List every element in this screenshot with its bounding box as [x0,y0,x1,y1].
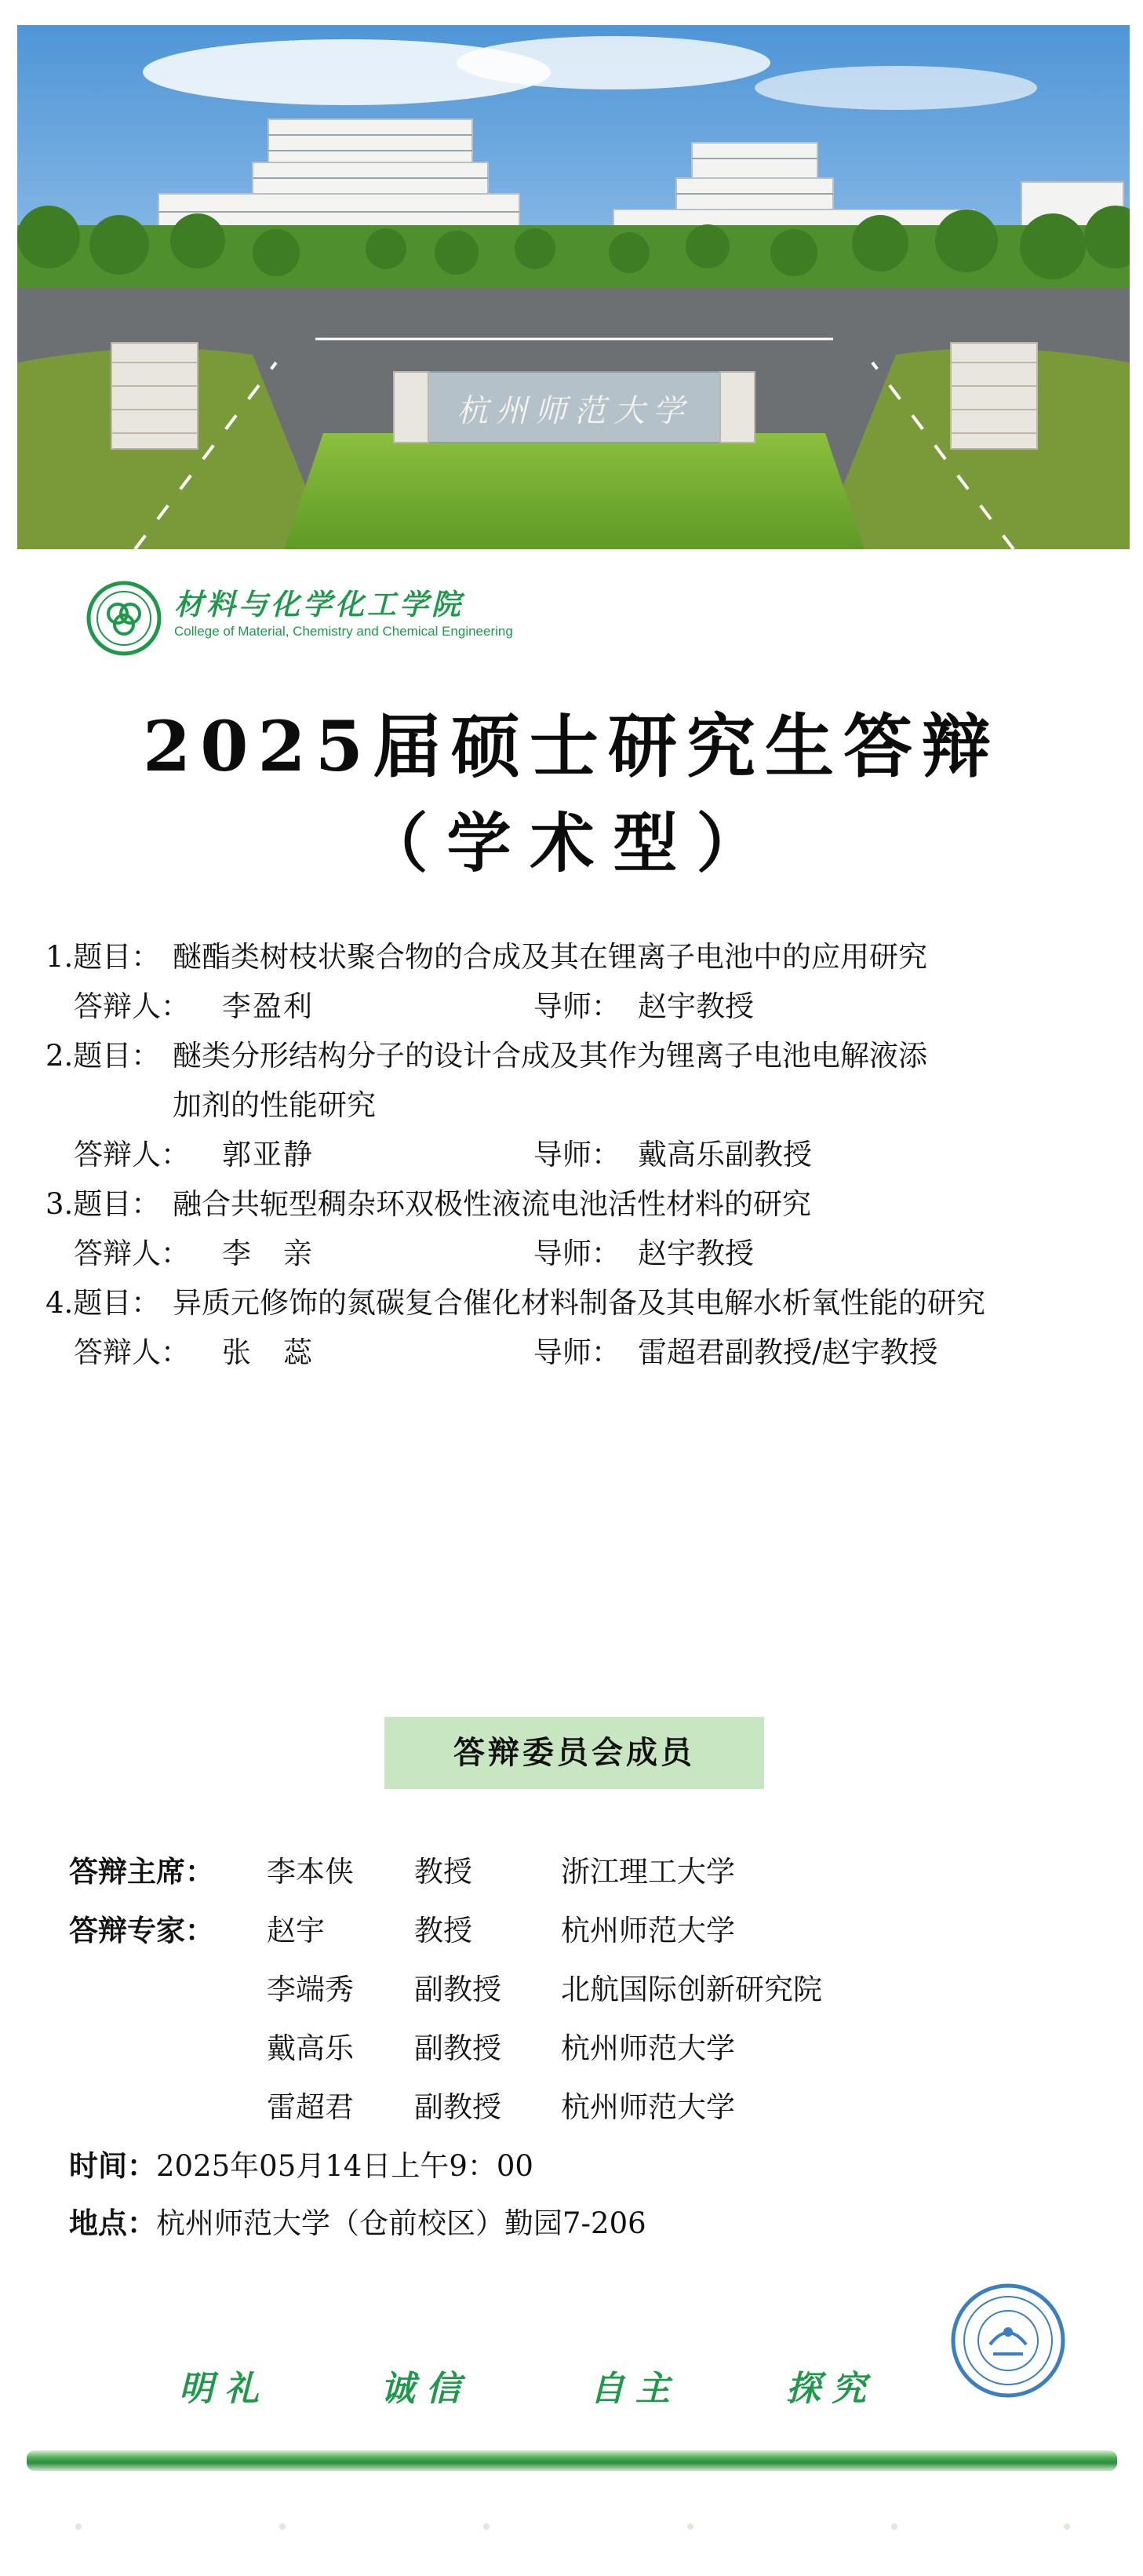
defender-label: 答辩人： [74,1237,190,1270]
thesis-title-row [46,1278,1112,1328]
member-unit: 杭州师范大学 [561,1914,735,1947]
member-unit: 北航国际创新研究院 [561,1973,822,2006]
footer-decoration [47,2519,1098,2534]
thesis-people-row [46,1328,1112,1377]
college-logo [86,581,513,659]
thesis-title-row [46,932,1112,982]
thesis-title-row [46,1179,1112,1229]
member-title: 教授 [414,1855,472,1889]
thesis-title-line-2: 加剂的性能研究 [173,1088,376,1122]
thesis-number: 3.题目： [46,1187,161,1221]
defense-time [69,2142,533,2184]
thesis-title: 醚类分形结构分子的设计合成及其作为锂离子电池电解液添 [173,1039,927,1073]
defender-name: 张 蕊 [222,1335,314,1369]
thesis-number: 1.题目： [46,940,161,974]
committee-member-row [69,1960,1089,2019]
thesis-title-continuation [46,1080,1112,1130]
defender-label: 答辩人： [74,1335,190,1369]
thesis-list [46,932,1112,1377]
advisor-name: 赵宇教授 [638,1237,754,1270]
footer-divider [27,2450,1117,2471]
defender-name: 李 亲 [222,1237,314,1270]
thesis-number: 4.题目： [46,1286,161,1320]
member-role: 答辩主席： [69,1855,214,1889]
thesis-people-row [46,1130,1112,1179]
advisor-name: 雷超君副教授/赵宇教授 [638,1335,938,1369]
thesis-title: 异质元修饰的氮碳复合催化材料制备及其电解水析氧性能的研究 [173,1286,985,1320]
committee-member-row [69,1901,1089,1960]
time-label: 时间： [69,2149,156,2183]
member-name: 戴高乐 [267,2031,354,2065]
advisor-name: 戴高乐副教授 [638,1138,812,1171]
member-name: 李本侠 [267,1855,354,1889]
member-unit: 杭州师范大学 [561,2090,735,2124]
defense-place [69,2199,646,2242]
member-unit: 杭州师范大学 [561,2031,735,2065]
member-name: 雷超君 [267,2090,354,2124]
gate-inscription: 杭州师范大学 [457,393,692,429]
advisor-label: 导师： [533,989,621,1023]
committee-member-row [69,1842,1089,1901]
time-value: 2025年05月14日上午9：00 [156,2149,533,2183]
place-value: 杭州师范大学（仓前校区）勤园7-206 [156,2206,646,2240]
thesis-title: 融合共轭型稠杂环双极性液流电池活性材料的研究 [173,1187,811,1221]
campus-photo [17,25,1130,549]
college-emblem-icon [86,581,162,656]
motto-item: 自主 [590,2369,681,2409]
defender-label: 答辩人： [74,1138,190,1171]
place-label: 地点： [69,2206,156,2240]
advisor-label: 导师： [533,1138,621,1171]
motto-item: 探究 [786,2369,877,2409]
page-title: 2025届硕士研究生答辩 [143,705,1000,787]
defender-name: 郭亚静 [222,1138,314,1171]
thesis-number: 2.题目： [46,1039,161,1073]
member-title: 副教授 [414,1973,501,2006]
university-seal-icon [949,2282,1067,2399]
defender-name: 李盈利 [222,989,314,1023]
thesis-people-row [46,1229,1112,1278]
advisor-name: 赵宇教授 [638,989,754,1023]
committee-member-row [69,2019,1089,2078]
college-name-cn: 材料与化学化工学院 [174,588,464,621]
member-role: 答辩专家： [69,1914,214,1947]
advisor-label: 导师： [533,1237,621,1270]
committee-list [69,1842,1089,2137]
member-unit: 浙江理工大学 [561,1855,735,1889]
advisor-label: 导师： [533,1335,621,1369]
page-subtitle: （学术型） [363,806,780,881]
member-name: 赵宇 [267,1914,325,1947]
member-title: 教授 [414,1914,472,1947]
thesis-title: 醚酯类树枝状聚合物的合成及其在锂离子电池中的应用研究 [173,940,927,974]
member-name: 李端秀 [267,1973,354,2006]
member-title: 副教授 [414,2090,501,2124]
defender-label: 答辩人： [74,989,190,1023]
member-title: 副教授 [414,2031,501,2065]
thesis-people-row [46,982,1112,1031]
college-name-en: College of Material, Chemistry and Chemical Engineering [174,624,513,639]
motto-item: 明礼 [179,2369,270,2409]
committee-header: 答辩委员会成员 [384,1717,764,1789]
committee-member-row [69,2078,1089,2137]
thesis-title-row [46,1031,1112,1080]
motto-item: 诚信 [380,2369,471,2409]
